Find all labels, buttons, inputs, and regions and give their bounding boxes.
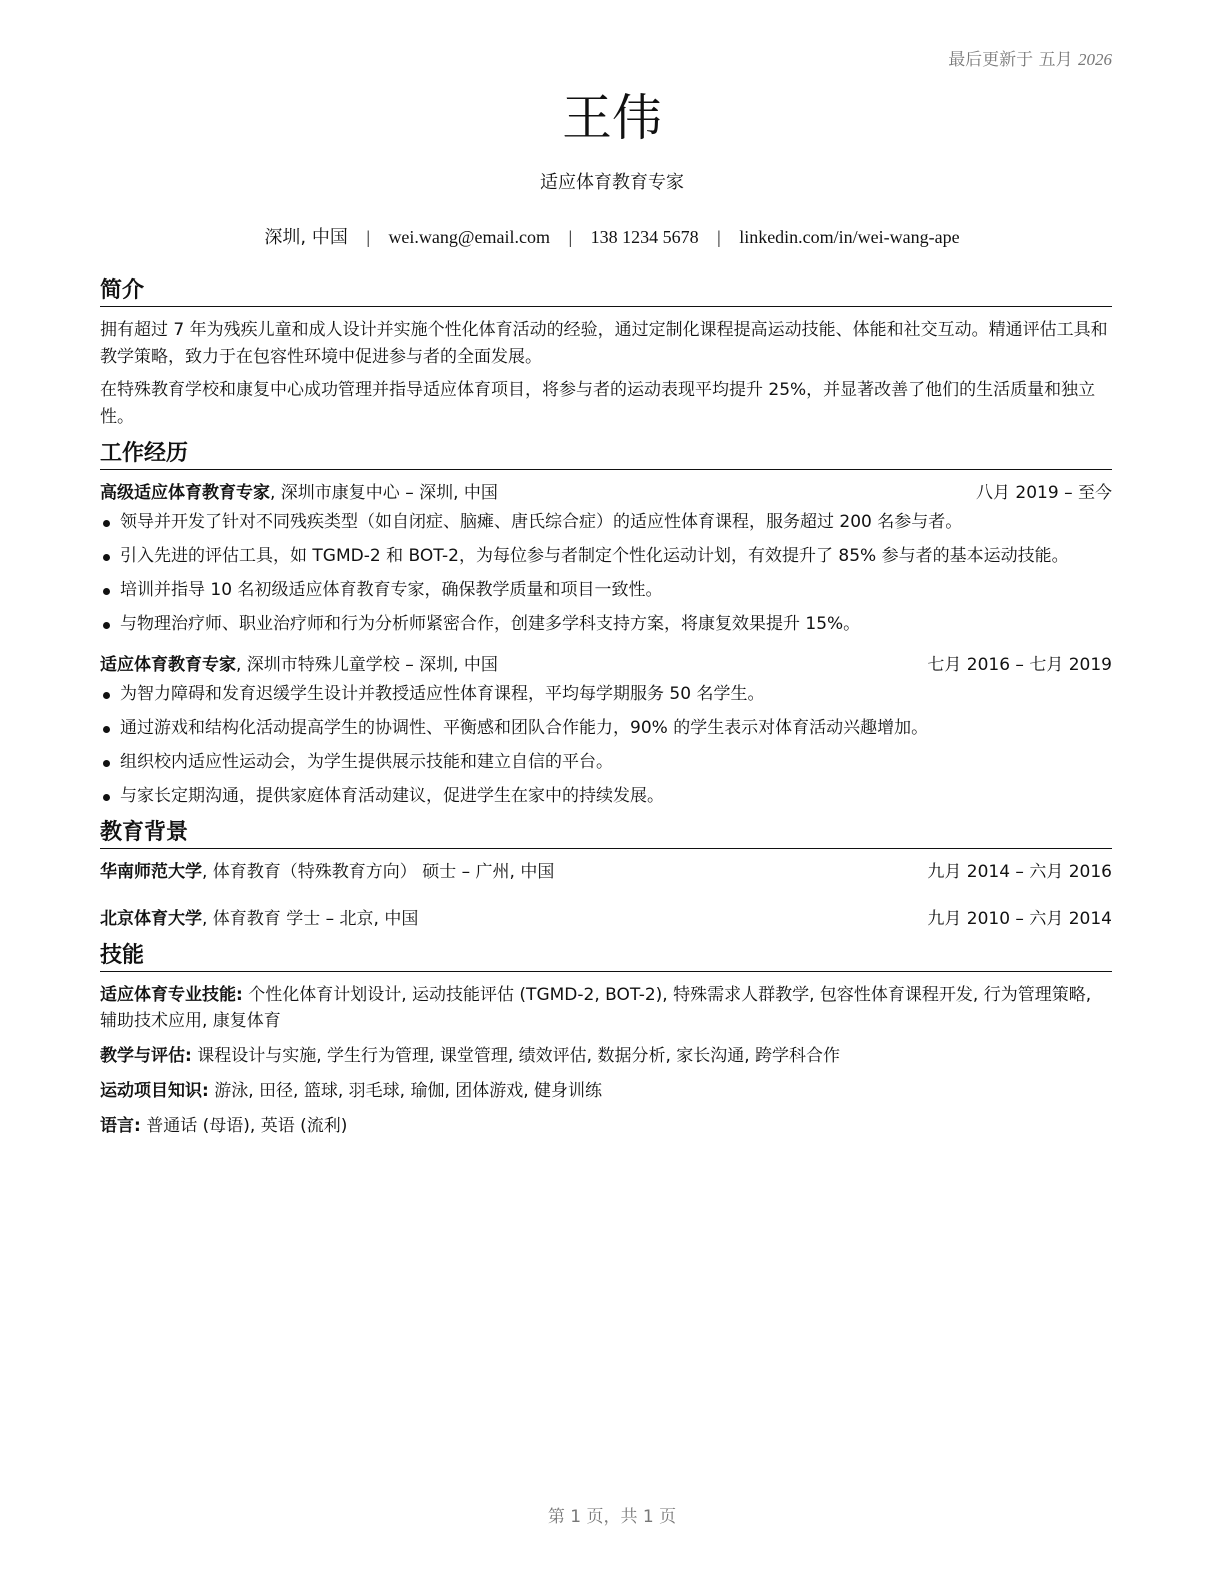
education-dates: 九月 2010 – 六月 2014 [927,909,1112,929]
education-school: 华南师范大学 [100,862,202,882]
job-bullet: 与家长定期沟通，提供家庭体育活动建议，促进学生在家中的持续发展。 [100,783,1112,810]
candidate-title: 适应体育教育专家 [540,172,684,193]
job-title-line [100,652,498,679]
summary-section [100,276,1112,431]
experience-heading: 工作经历 [100,439,1112,470]
skill-line [100,1043,1112,1069]
skill-label: 语言: [100,1116,141,1136]
skill-label: 运动项目知识: [100,1081,209,1101]
page-footer: 第 1 页，共 1 页 [547,1507,677,1527]
job-header [100,480,1112,507]
job-bullets [100,509,1112,638]
resume-body [100,276,1112,1148]
job-bullet: 通过游戏和结构化活动提高学生的协调性、平衡感和团队合作能力，90% 的学生表示对体育活动兴趣增加。 [100,715,1112,742]
education-school: 北京体育大学 [100,909,202,929]
job-bullet: 培训并指导 10 名初级适应体育教育专家，确保教学质量和项目一致性。 [100,577,1112,604]
summary-heading: 简介 [100,276,1112,307]
contact-email[interactable]: wei.wang@email.com [388,227,550,247]
contact-separator: | [366,227,370,247]
education-entry [100,906,1112,933]
skill-text: 普通话 (母语), 英语 (流利) [140,1116,348,1136]
job-bullet: 领导并开发了针对不同残疾类型（如自闭症、脑瘫、唐氏综合症）的适应性体育课程，服务超过 200 名参与者。 [100,509,1112,536]
job-bullet: 为智力障碍和发育迟缓学生设计并教授适应性体育课程，平均每学期服务 50 名学生。 [100,681,1112,708]
skill-text: 游泳, 田径, 篮球, 羽毛球, 瑜伽, 团体游戏, 健身训练 [208,1081,603,1101]
job-header [100,652,1112,679]
skill-line [100,1078,1112,1104]
summary-paragraph: 在特殊教育学校和康复中心成功管理并指导适应体育项目，将参与者的运动表现平均提升 25%，并显著改善了他们的生活质量和独立性。 [100,380,1096,427]
job-organization: , 深圳市特殊儿童学校 – 深圳, 中国 [236,655,498,675]
skills-section [100,941,1112,1139]
contact-phone: 138 1234 5678 [590,227,699,247]
contact-linkedin[interactable]: linkedin.com/in/wei-wang-ape [739,227,960,247]
summary-paragraph: 拥有超过 7 年为残疾儿童和成人设计并实施个性化体育活动的经验，通过定制化课程提高运动技能、体能和社交互动。精通评估工具和教学策略，致力于在包容性环境中促进参与者的全面发展。 [100,320,1108,367]
education-section [100,818,1112,933]
contact-separator: | [568,227,573,247]
education-entry [100,859,1112,886]
job-entry [100,652,1112,810]
education-detail: , 体育教育 学士 – 北京, 中国 [202,909,419,929]
contact-separator: | [717,227,721,247]
last-updated-prefix: 最后更新于 五月 [948,50,1073,70]
skill-line [100,982,1112,1034]
contact-location: 深圳, 中国 [264,227,348,248]
skill-label: 教学与评估: [100,1046,192,1066]
job-organization: , 深圳市康复中心 – 深圳, 中国 [270,483,498,503]
last-updated-year: 2026 [1078,50,1112,69]
candidate-name: 王伟 [562,89,662,147]
job-entry [100,480,1112,638]
job-bullet: 与物理治疗师、职业治疗师和行为分析师紧密合作，创建多学科支持方案，将康复效果提升 15%。 [100,611,1112,638]
job-bullet: 引入先进的评估工具，如 TGMD-2 和 BOT-2，为每位参与者制定个性化运动计划，有效提升了 85% 参与者的基本运动技能。 [100,543,1112,570]
job-dates: 八月 2019 – 至今 [976,483,1112,503]
skill-line [100,1113,1112,1139]
education-line [100,906,418,933]
job-role: 适应体育教育专家 [100,655,236,675]
contact-line [0,225,1224,250]
education-dates: 九月 2014 – 六月 2016 [927,862,1112,882]
job-bullets [100,681,1112,810]
job-title-line [100,480,498,507]
skill-label: 适应体育专业技能: [100,985,243,1005]
education-line [100,859,554,886]
skill-text: 课程设计与实施, 学生行为管理, 课堂管理, 绩效评估, 数据分析, 家长沟通, 跨学科合作 [191,1046,841,1066]
education-heading: 教育背景 [100,818,1112,849]
skill-text: 个性化体育计划设计, 运动技能评估 (TGMD-2, BOT-2), 特殊需求人群教学, 包容性体育课程开发, 行为管理策略, 辅助技术应用, 康复体育 [100,985,1092,1031]
skills-heading: 技能 [100,941,1112,972]
job-bullet: 组织校内适应性运动会，为学生提供展示技能和建立自信的平台。 [100,749,1112,776]
job-dates: 七月 2016 – 七月 2019 [927,655,1112,675]
education-detail: , 体育教育（特殊教育方向） 硕士 – 广州, 中国 [202,862,555,882]
job-role: 高级适应体育教育专家 [100,483,270,503]
last-updated [948,45,1112,70]
experience-section [100,439,1112,810]
